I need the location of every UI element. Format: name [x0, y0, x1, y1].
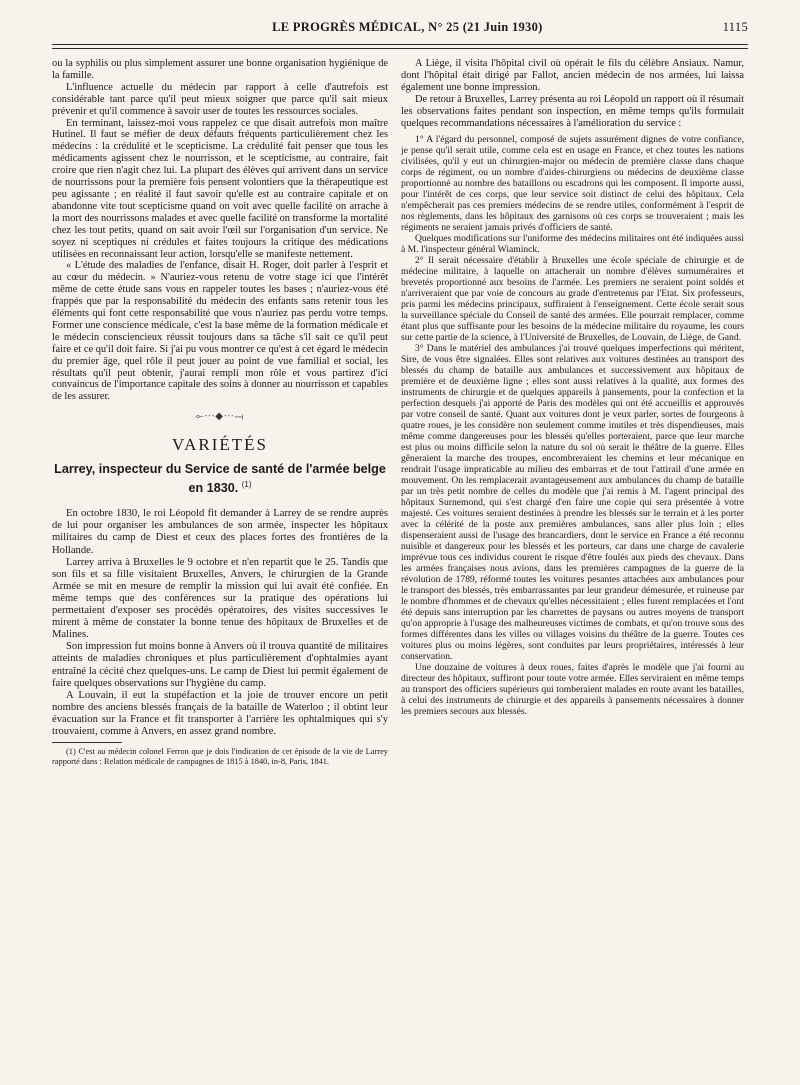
section-heading: VARIÉTÉS	[172, 435, 268, 455]
paragraph: L'influence actuelle du médecin par rapport à celle d'autrefois est considérable tant parce qu'il peut mieux soigner que parce qu'il sait mieux prévenir et qu'il commence à savoir user de toutes les ressources sociales.	[52, 81, 388, 117]
article-title	[52, 461, 388, 496]
paragraph: ou la syphilis ou plus simplement assurer une bonne organisation hygiénique de la famille.	[52, 58, 388, 81]
paragraph: En octobre 1830, le roi Léopold fit demander à Larrey de se rendre auprès de lui pour organiser les ambulances de son armée, inspecter les hôpitaux militaires du camp de Diest et ceux des places fortes des frontières de la Hollande.	[52, 508, 388, 556]
footnote-marker: (1)	[241, 480, 252, 490]
paragraph: 3° Dans le matériel des ambulances j'ai trouvé quelques imperfections qui méritent, Sire, de vous être signalées. Elles sont relatives aux voitures destinées au transport des blessés du champ de bataille aux ambulances et successivement aux hôpitaux de première et de deuxième ligne ; elles sont aussi relatives à la qualité, aux formes des instruments de chirurgie et de quelques appareils à pansements, pour la confection et la perfection desquels j'ai apporté de Paris des modèles qui ont été accueillis et approuvés par votre conseil de santé. Quant aux voitures dont je veux parler, sortes de fourgeons à quatre roues, je les considère non seulement comme inutiles et très dispendieuses, mais même comme dangereuses pour les blessés qu'elles porteraient, parce que leur marche est plus ou moins difficile selon la nature du sol où serait le théâtre de la guerre. Elles gêneraient la marche des troupes, encombreraient les chemins et leur mécanique en rendrait l'usage impraticable au milieu des embarras et de tout l'attirail d'une armée en mouvement. On les remplacerait avantageusement aux ambulances du champ de bataille par un très petit nombre de celles du modèle que j'ai remis à M. l'agent principal des hôpitaux Surnemond, qui s'est chargé d'en faire une copie qui sera présentée à votre majesté. Ces voitures seraient destinées à prendre les blessés sur le terrain et à les porter avec la célérité de la poste aux premières ambulances, sans aller plus loin ; elles dispenseraient aussi de l'usage des brancardiers, dont le service en France a été reconnu nuisible et dangereux pour les blessés et les porteurs, car dans une charge de cavalerie imprévue tous ces individus courent le risque d'être foulés aux pieds des chevaux. Dans les armées françaises nous avions, dans les premières campagnes de la guerre de la révolution de 1789, réformé toutes les voitures pesantes attachées aux ambulances pour le transport des blessés, très embarrassantes par leur grandeur démesurée, et ruineuse par le nombre d'hommes et de chevaux qu'elles nécessitaient ; elles furent remplacées et l'ont été depuis sans interruption par les charrettes de paysans ou autres moyens de transport qu'on approprie à l'usage des malheureuses victimes de combats, et qu'on trouve sous des formes différentes dans les villes ou villages voisins du théâtre de la guerre. Toutes ces voitures plus ou moins légères, sont conduites par leurs propriétaires, intéressés à leur conservation.	[401, 343, 744, 663]
paragraph: Quelques modifications sur l'uniforme des médecins militaires ont été indiquées aussi à M. l'inspecteur général Wiaminck.	[401, 233, 744, 256]
paragraph: « L'étude des maladies de l'enfance, disait H. Roger, doit parler à l'esprit et au cœur du médecin. » N'auriez-vous retenu de votre stage ici que l'intérêt même de cette étude sans vous en rappeler toutes les bases ; n'auriez-vous été frappés que par la responsabilité du médecin des enfants sans retenir tous les éléments qui font cette responsabilité que vous n'auriez pas perdu votre temps. Former une conscience médicale, c'est la base même de la formation médicale et le médecin consciencieux réussit toujours dans sa tâche s'il sait ce qu'il peut faire et ce qu'il doit faire. Si j'ai pu vous montrer ce qu'est à cet égard le médecin du premier âge, quel rôle il peut jouer au point de vue familial et social, les résultats qu'il peut obtenir, j'aurai rempli mon rôle et vous partirez d'ici convaincus de l'importance capitale des soins à donner au nourrisson et capables de les assurer.	[52, 260, 388, 403]
running-header	[52, 20, 748, 42]
article-title-text: Larrey, inspecteur du Service de santé de l'armée belge en 1830.	[54, 462, 386, 496]
paragraph: De retour à Bruxelles, Larrey présenta au roi Léopold un rapport où il résumait les observations faites pendant son inspection, en même temps qu'ils formulait quelques recommandations nécessaires à l'amélioration du service :	[401, 93, 744, 129]
footnote: (1) C'est au médecin colonel Ferron que je dois l'indication de cet épisode de la vie de Larrey rapporté dans : Relation médicale de campagnes de 1815 à 1840, in-8, Paris, 1841.	[52, 747, 388, 766]
paragraph: 2° Il serait nécessaire d'établir à Bruxelles une école spéciale de chirurgie et de médecine militaire, à laquelle on attacherait un nombre d'élèves surnuméraires et brevetés proportionné aux besoins de l'armée. Les premiers ne seraient point soldés et n'arriveraient que par voie de concours au grade d'entretenus par l'Etat. Six professeurs, pris parmi les médecins principaux, suffiraient à l'enseignement. Cette école serait sous la surveillance spéciale du Conseil de santé des armées. Elle pourrait remplacer, comme étant plus que suffisante pour les besoins de la médecine militaire du royaume, les cours sur cette partie de la science, à l'Université de Bruxelles, de Louvain, de Liège, de Gand.	[401, 255, 744, 344]
left-column	[52, 58, 388, 766]
header-rule-thin	[52, 48, 748, 49]
journal-title: LE PROGRÈS MÉDICAL, N° 25 (21 Juin 1930)	[272, 20, 543, 34]
article-body	[52, 508, 388, 738]
footnote-rule	[52, 742, 122, 743]
paragraph: Une douzaine de voitures à deux roues, faites d'après le modèle que j'ai fourni au directeur des hôpitaux, suffiront pour toute votre armée. Elles serviraient en même temps au transport des officiers supérieurs qui tomberaient malades en route avant les batailles, à celui des instruments de chirurgie et des appareils à pansements nécessaires à donner les premiers secours aux blessés.	[401, 662, 744, 718]
paragraph: Larrey arriva à Bruxelles le 9 octobre et n'en repartit que le 25. Tandis que son fils et sa fille visitaient Bruxelles, Anvers, le chirurgien de la Grande Armée se mit en mesure de remplir la mission qui lui avait été confiée. En même temps que des conférences sur la pratique des opérations lui permettaient d'exposer ses procédés opératoires, des visites successives le mirent à même de constater la bonne tenue des hôpitaux de Bruxelles et de Malines.	[52, 556, 388, 641]
paragraph: A Louvain, il eut la stupéfaction et la joie de trouver encore un petit nombre des anciens blessés français de la bataille de Waterloo ; il obtint leur évacuation sur la France et fit transporter à l'arrière les ophtalmiques qui s'y trouvaient, comme à Anvers, en assez grand nombre.	[52, 689, 388, 737]
header-rule	[52, 44, 748, 45]
page-number: 1115	[722, 20, 748, 34]
paragraph: En terminant, laissez-moi vous rappelez ce que disait autrefois mon maître Hutinel. Il faut se méfier de deux défauts fréquents particulièrement chez les médecins : la crédulité et le scepticisme. La crédulité fait penser que tous les médicaments agissent chez le nourrisson, et le scepticisme, au contraire, fait croire que rien n'agit chez lui. La plupart des élèves qui arrivent dans un service de nourrissons pour la première fois pensent volontiers que la thérapeutique est peu agissante ; en réalité il faut savoir qu'elle est au contraire capitale et on abandonne vite tout scepticisme quand on voit avec quelle facilité on arrache à la mort des nourrissons malades et avec quelle facilité on transforme la mortalité chez les tout petits, quand on sait avoir l'œil sur l'organisation d'un service. Ne soyez ni sceptiques ni crédules et faites toujours la critique des médications utilisées en reconnaissant leur action, lorsqu'elle se manifeste nettement.	[52, 117, 388, 260]
right-column	[401, 58, 744, 717]
paragraph: 1° A l'égard du personnel, composé de sujets assurément dignes de votre confiance, je pense qu'il serait utile, comme cela est en usage en France, et chez toutes les nations civilisées, qu'il y eut un chirurgien-major ou médecin de première classe dans chaque corps de régiment, ou un nombre d'aides-chirurgiens ou médecins de deuxième classe proportionné au nombre des bataillons ou escadrons qui les composent. Il importe aussi, pour l'intérêt de ces corps, que leur service soit distinct de celui des hôpitaux. Cela n'empêcherait pas ces premiers médecins de se rendre utiles, conformément à l'esprit de nos règlements, dans les hôpitaux des garnisons où ces corps se trouveraient ; mais les régiments ne seraient jamais privés d'officiers de santé.	[401, 134, 744, 234]
paragraph: Son impression fut moins bonne à Anvers où il trouva quantité de militaires atteints de maladies chroniques et plus particulièrement d'ophtalmies ayant entraîné la cécité chez quelques-uns. Le camp de Diest lui permit également de faire quelques observations sur l'hygiène du camp.	[52, 641, 388, 689]
paragraph: A Liège, il visita l'hôpital civil où opérait le fils du célèbre Ansiaux. Namur, dont l'hôpital était dirigé par Fallot, ancien médecin de nos armées, lui laissa également une bonne impression.	[401, 58, 744, 93]
section-ornament: ⟜∙∙∙◆∙∙∙⟞	[195, 411, 245, 423]
